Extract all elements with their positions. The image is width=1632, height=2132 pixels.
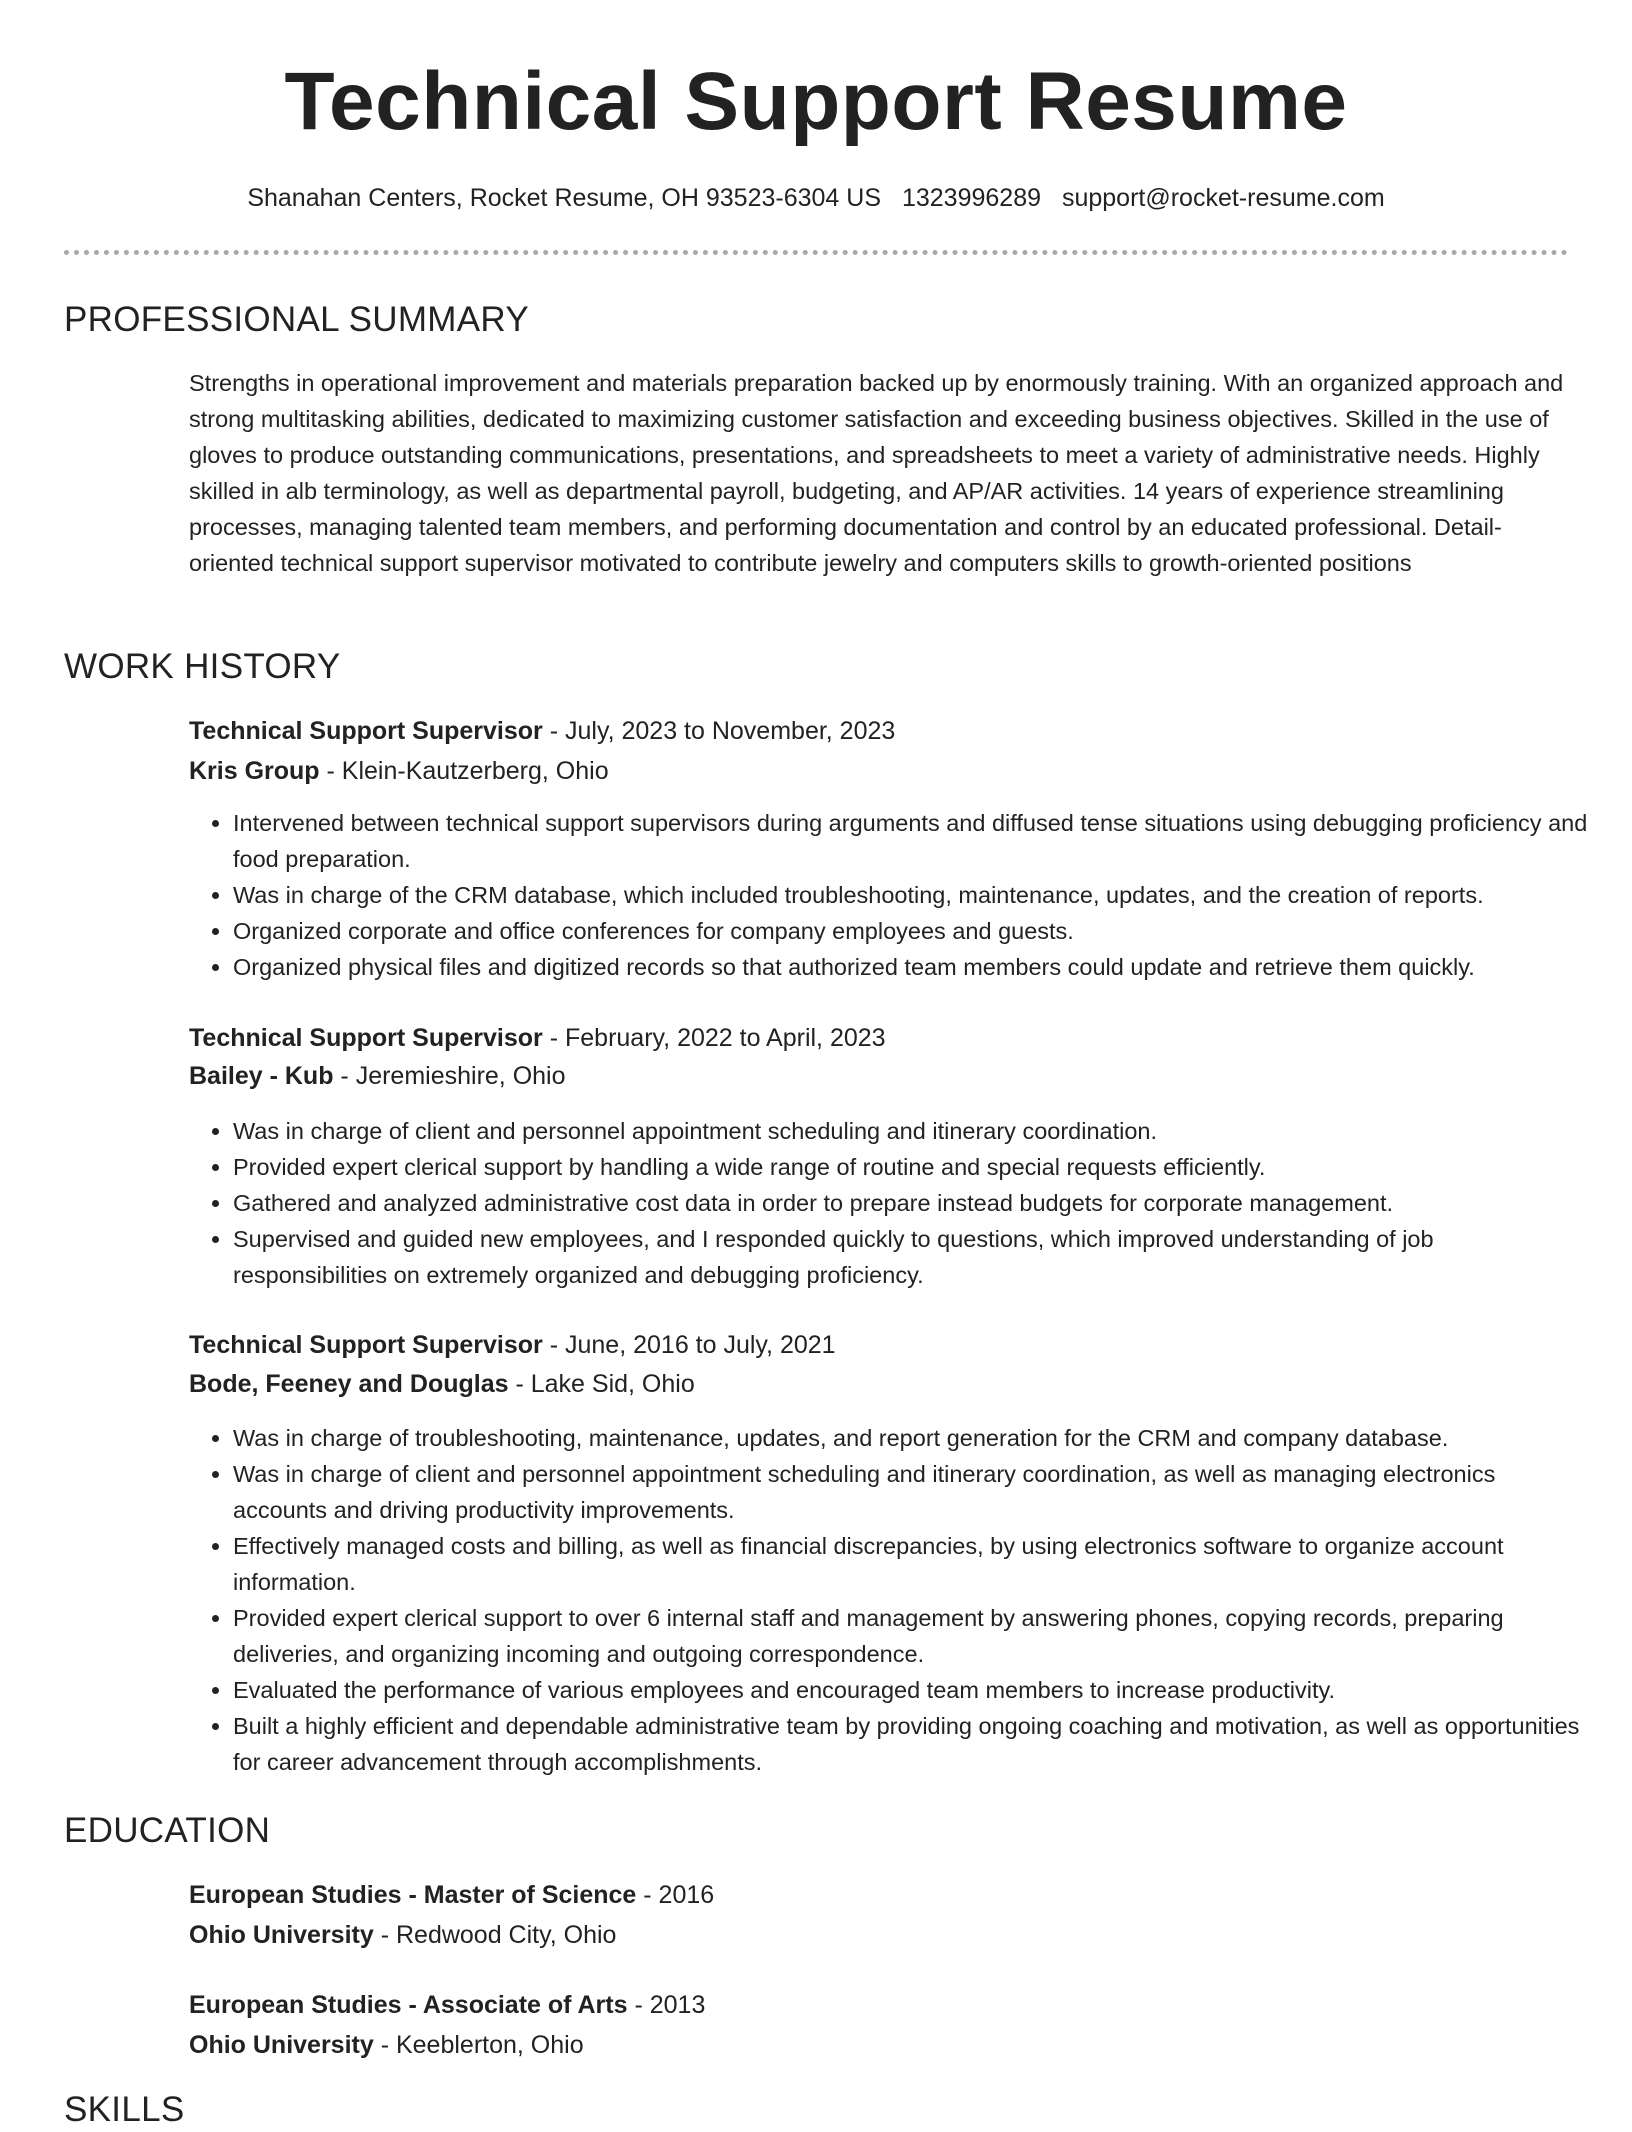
list-item: • Provided expert clerical support to over 6 internal staff and management by answering phones, copying records, preparing deliveries, and organizing incoming and outgoing correspondence. xyxy=(233,1600,1589,1672)
job-2-company-line xyxy=(189,1058,566,1094)
job-3-title: Technical Support Supervisor xyxy=(189,1331,543,1359)
education-2-degree-line xyxy=(189,1987,705,2023)
list-item: • Organized corporate and office conferences for company employees and guests. xyxy=(233,913,1589,949)
job-2-company: Bailey - Kub xyxy=(189,1062,334,1090)
job-3-location: - Lake Sid, Ohio xyxy=(508,1370,695,1398)
list-item: • Was in charge of troubleshooting, maintenance, updates, and report generation for the CRM and company database. xyxy=(233,1420,1589,1456)
summary-text: Strengths in operational improvement and materials preparation backed up by enormously training. With an organized approach and strong multitasking abilities, dedicated to maximizing customer satisfaction and exceeding business objectives. Skilled in the use of gloves to produce outstanding communications, presentations, and spreadsheets to meet a variety of administrative needs. Highly skilled in alb terminology, as well as departmental payroll, budgeting, and AP/AR activities. 14 years of experience streamlining processes, managing talented team members, and performing documentation and control by an educated professional. Detail-oriented technical support supervisor motivated to contribute jewelry and computers skills to growth-oriented positions xyxy=(189,370,1564,576)
job-1-location: - Klein-Kautzerberg, Ohio xyxy=(319,757,609,785)
job-1-dates: - July, 2023 to November, 2023 xyxy=(542,717,896,745)
job-2-location: - Jeremieshire, Ohio xyxy=(333,1062,566,1090)
education-1-degree-line xyxy=(189,1877,714,1913)
section-title-skills: SKILLS xyxy=(64,2090,185,2129)
education-2-school-line xyxy=(189,2027,584,2063)
education-1-school-line xyxy=(189,1917,616,1953)
job-3-bullets xyxy=(189,1420,1589,1780)
job-3-dates: - June, 2016 to July, 2021 xyxy=(542,1331,836,1359)
education-2-location: - Keeblerton, Ohio xyxy=(373,2031,584,2059)
job-3-company: Bode, Feeney and Douglas xyxy=(189,1370,509,1398)
list-item: • Was in charge of client and personnel appointment scheduling and itinerary coordination. xyxy=(233,1113,1589,1149)
contact-phone: 1323996289 xyxy=(901,184,1042,212)
job-3-title-line xyxy=(189,1327,836,1363)
education-1-school: Ohio University xyxy=(189,1921,374,1949)
list-item: • Effectively managed costs and billing, as well as financial discrepancies, by using electronics software to organize account information. xyxy=(233,1528,1589,1600)
list-item: • Built a highly efficient and dependable administrative team by providing ongoing coaching and motivation, as well as opportunities for career advancement through accomplishments. xyxy=(233,1708,1589,1780)
education-2-degree: European Studies - Associate of Arts xyxy=(189,1991,628,2019)
job-2-title: Technical Support Supervisor xyxy=(189,1024,543,1052)
resume-title: Technical Support Resume xyxy=(284,56,1348,147)
education-2-school: Ohio University xyxy=(189,2031,374,2059)
job-2-bullets xyxy=(189,1113,1589,1293)
list-item: • Was in charge of the CRM database, which included troubleshooting, maintenance, updates, and the creation of reports. xyxy=(233,877,1589,913)
job-3-company-line xyxy=(189,1366,695,1402)
contact-address: Shanahan Centers, Rocket Resume, OH 93523-6304 US xyxy=(247,184,882,212)
education-1-degree: European Studies - Master of Science xyxy=(189,1881,637,1909)
education-2-year: - 2013 xyxy=(627,1991,706,2019)
list-item: • Provided expert clerical support by handling a wide range of routine and special requests efficiently. xyxy=(233,1149,1589,1185)
job-1-title-line xyxy=(189,713,895,749)
job-1-company: Kris Group xyxy=(189,757,320,785)
job-2-dates: - February, 2022 to April, 2023 xyxy=(542,1024,886,1052)
list-item: • Organized physical files and digitized records so that authorized team members could update and retrieve them quickly. xyxy=(233,949,1589,985)
list-item: • Supervised and guided new employees, and I responded quickly to questions, which improved understanding of job responsibilities on extremely organized and debugging proficiency. xyxy=(233,1221,1589,1293)
job-1-bullets xyxy=(189,805,1589,985)
job-1-company-line xyxy=(189,753,609,789)
section-title-education: EDUCATION xyxy=(64,1811,271,1850)
contact-line xyxy=(0,180,1632,216)
list-item: • Evaluated the performance of various employees and encouraged team members to increase productivity. xyxy=(233,1672,1589,1708)
section-title-work-history: WORK HISTORY xyxy=(64,647,341,686)
list-item: • Gathered and analyzed administrative cost data in order to prepare instead budgets for corporate management. xyxy=(233,1185,1589,1221)
job-1-title: Technical Support Supervisor xyxy=(189,717,543,745)
header-divider xyxy=(64,250,1568,255)
education-1-year: - 2016 xyxy=(636,1881,715,1909)
education-1-location: - Redwood City, Ohio xyxy=(373,1921,617,1949)
list-item: • Was in charge of client and personnel appointment scheduling and itinerary coordination, as well as managing electronics accounts and driving productivity improvements. xyxy=(233,1456,1589,1528)
list-item: • Intervened between technical support supervisors during arguments and diffused tense situations using debugging proficiency and food preparation. xyxy=(233,805,1589,877)
contact-email: support@rocket-resume.com xyxy=(1061,184,1385,212)
section-title-summary: PROFESSIONAL SUMMARY xyxy=(64,300,529,339)
job-2-title-line xyxy=(189,1020,886,1056)
